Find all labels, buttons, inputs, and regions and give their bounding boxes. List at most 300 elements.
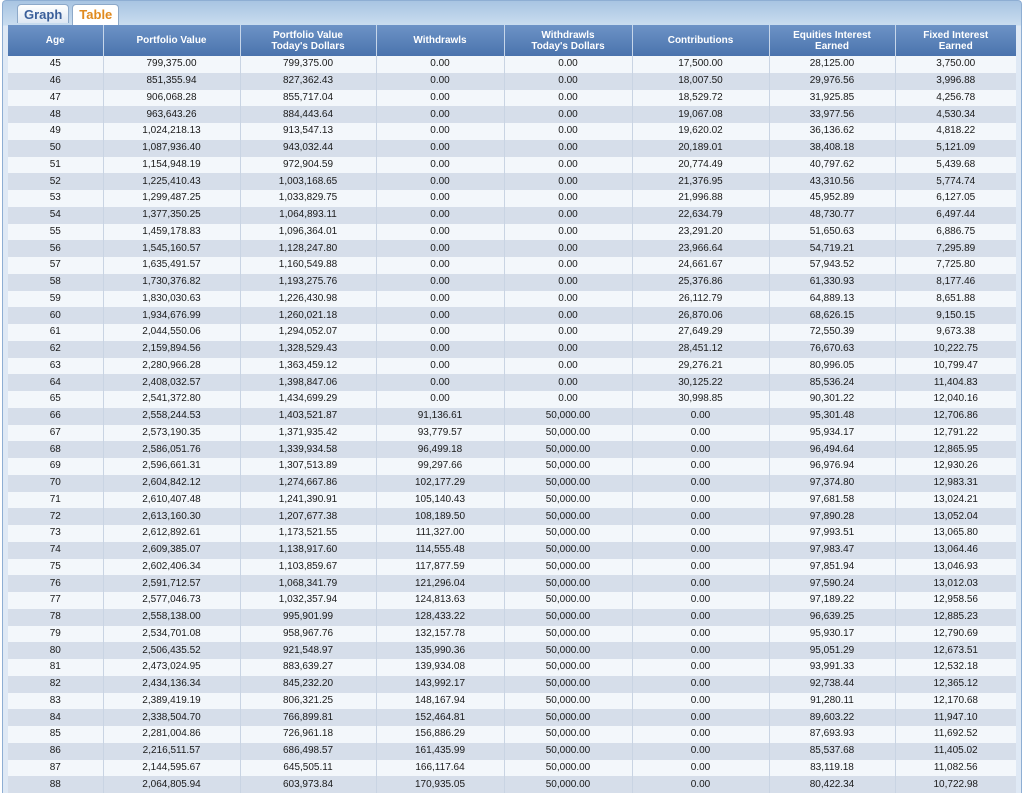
column-header[interactable] — [504, 25, 632, 56]
table-cell: 943,032.44 — [240, 140, 376, 157]
table-cell: 1,299,487.25 — [103, 190, 240, 207]
table-container[interactable] — [8, 25, 1016, 794]
table-cell: 20,774.49 — [632, 157, 769, 174]
table-cell: 50,000.00 — [504, 525, 632, 542]
table-cell: 12,790.69 — [895, 626, 1016, 643]
table-cell: 28,125.00 — [769, 56, 895, 73]
table-cell: 2,577,046.73 — [103, 592, 240, 609]
table-cell: 128,433.22 — [376, 609, 504, 626]
table-cell: 152,464.81 — [376, 709, 504, 726]
table-cell: 0.00 — [632, 609, 769, 626]
table-cell: 0.00 — [504, 341, 632, 358]
table-cell: 97,374.80 — [769, 475, 895, 492]
table-cell: 50,000.00 — [504, 559, 632, 576]
table-cell: 8,177.46 — [895, 274, 1016, 291]
table-cell: 799,375.00 — [103, 56, 240, 73]
table-row — [8, 358, 1016, 375]
table-row — [8, 157, 1016, 174]
table-cell: 105,140.43 — [376, 492, 504, 509]
table-cell: 2,064,805.94 — [103, 776, 240, 793]
table-cell: 1,103,859.67 — [240, 559, 376, 576]
table-cell: 0.00 — [632, 659, 769, 676]
table-cell: 12,170.68 — [895, 693, 1016, 710]
table-cell: 50,000.00 — [504, 492, 632, 509]
table-cell: 26,112.79 — [632, 291, 769, 308]
table-row — [8, 224, 1016, 241]
table-row — [8, 274, 1016, 291]
table-cell: 50,000.00 — [504, 659, 632, 676]
table-cell: 85,536.24 — [769, 374, 895, 391]
table-cell: 5,774.74 — [895, 173, 1016, 190]
table-cell: 883,639.27 — [240, 659, 376, 676]
table-cell: 0.00 — [376, 307, 504, 324]
table-cell: 69 — [8, 458, 103, 475]
table-cell: 0.00 — [504, 291, 632, 308]
table-cell: 85 — [8, 726, 103, 743]
table-row — [8, 257, 1016, 274]
table-cell: 1,068,341.79 — [240, 575, 376, 592]
tab-table[interactable]: Table — [72, 4, 119, 25]
table-row — [8, 776, 1016, 793]
table-cell: 0.00 — [632, 559, 769, 576]
table-cell: 963,643.26 — [103, 106, 240, 123]
table-cell: 2,159,894.56 — [103, 341, 240, 358]
table-cell: 29,976.56 — [769, 73, 895, 90]
table-cell: 0.00 — [504, 190, 632, 207]
table-cell: 21,996.88 — [632, 190, 769, 207]
table-cell: 0.00 — [632, 508, 769, 525]
table-cell: 0.00 — [376, 291, 504, 308]
table-cell: 2,612,892.61 — [103, 525, 240, 542]
table-cell: 2,506,435.52 — [103, 642, 240, 659]
table-row — [8, 441, 1016, 458]
table-cell: 806,321.25 — [240, 693, 376, 710]
table-cell: 4,256.78 — [895, 90, 1016, 107]
table-cell: 83,119.18 — [769, 760, 895, 777]
column-header-label: Portfolio Value — [136, 35, 207, 46]
table-cell: 95,934.17 — [769, 425, 895, 442]
table-cell: 0.00 — [632, 709, 769, 726]
table-row — [8, 73, 1016, 90]
table-row — [8, 341, 1016, 358]
table-cell: 50,000.00 — [504, 709, 632, 726]
table-row — [8, 106, 1016, 123]
table-cell: 31,925.85 — [769, 90, 895, 107]
table-cell: 11,082.56 — [895, 760, 1016, 777]
table-cell: 0.00 — [376, 157, 504, 174]
table-cell: 102,177.29 — [376, 475, 504, 492]
table-cell: 148,167.94 — [376, 693, 504, 710]
panel-frame — [2, 0, 1022, 793]
table-cell: 13,064.46 — [895, 542, 1016, 559]
table-cell: 0.00 — [504, 307, 632, 324]
table-cell: 50,000.00 — [504, 458, 632, 475]
table-cell: 2,602,406.34 — [103, 559, 240, 576]
table-cell: 1,434,699.29 — [240, 391, 376, 408]
table-cell: 0.00 — [376, 123, 504, 140]
table-cell: 1,339,934.58 — [240, 441, 376, 458]
table-cell: 12,930.26 — [895, 458, 1016, 475]
table-cell: 0.00 — [504, 240, 632, 257]
table-cell: 95,301.48 — [769, 408, 895, 425]
table-cell: 0.00 — [376, 224, 504, 241]
table-row — [8, 475, 1016, 492]
table-cell: 76 — [8, 575, 103, 592]
table-cell: 96,499.18 — [376, 441, 504, 458]
table-cell: 2,573,190.35 — [103, 425, 240, 442]
table-cell: 132,157.78 — [376, 626, 504, 643]
table-cell: 913,547.13 — [240, 123, 376, 140]
table-cell: 0.00 — [376, 257, 504, 274]
table-cell: 86 — [8, 743, 103, 760]
table-cell: 12,706.86 — [895, 408, 1016, 425]
column-header[interactable] — [240, 25, 376, 56]
table-cell: 36,136.62 — [769, 123, 895, 140]
table-cell: 1,138,917.60 — [240, 542, 376, 559]
table-cell: 121,296.04 — [376, 575, 504, 592]
table-cell: 62 — [8, 341, 103, 358]
table-cell: 3,996.88 — [895, 73, 1016, 90]
table-cell: 0.00 — [632, 626, 769, 643]
table-cell: 95,930.17 — [769, 626, 895, 643]
table-cell: 0.00 — [504, 358, 632, 375]
table-cell: 855,717.04 — [240, 90, 376, 107]
table-cell: 726,961.18 — [240, 726, 376, 743]
table-cell: 2,534,701.08 — [103, 626, 240, 643]
table-cell: 87 — [8, 760, 103, 777]
table-cell: 170,935.05 — [376, 776, 504, 793]
table-cell: 20,189.01 — [632, 140, 769, 157]
table-cell: 50,000.00 — [504, 425, 632, 442]
table-cell: 87,693.93 — [769, 726, 895, 743]
table-cell: 33,977.56 — [769, 106, 895, 123]
table-cell: 13,046.93 — [895, 559, 1016, 576]
table-cell: 56 — [8, 240, 103, 257]
table-row — [8, 559, 1016, 576]
table-cell: 7,725.80 — [895, 257, 1016, 274]
table-cell: 0.00 — [632, 760, 769, 777]
table-cell: 0.00 — [632, 425, 769, 442]
table-cell: 43,310.56 — [769, 173, 895, 190]
table-cell: 0.00 — [504, 106, 632, 123]
table-cell: 97,590.24 — [769, 575, 895, 592]
table-cell: 0.00 — [376, 274, 504, 291]
table-cell: 135,990.36 — [376, 642, 504, 659]
table-cell: 54 — [8, 207, 103, 224]
table-cell: 0.00 — [632, 408, 769, 425]
table-cell: 50,000.00 — [504, 609, 632, 626]
table-cell: 1,003,168.65 — [240, 173, 376, 190]
table-cell: 13,052.04 — [895, 508, 1016, 525]
table-cell: 906,068.28 — [103, 90, 240, 107]
table-cell: 50,000.00 — [504, 475, 632, 492]
table-cell: 50,000.00 — [504, 441, 632, 458]
table-cell: 6,497.44 — [895, 207, 1016, 224]
table-cell: 93,779.57 — [376, 425, 504, 442]
table-cell: 12,532.18 — [895, 659, 1016, 676]
table-row — [8, 592, 1016, 609]
table-row — [8, 693, 1016, 710]
table-cell: 65 — [8, 391, 103, 408]
table-cell: 1,226,430.98 — [240, 291, 376, 308]
table-cell: 77 — [8, 592, 103, 609]
table-cell: 2,281,004.86 — [103, 726, 240, 743]
table-cell: 10,799.47 — [895, 358, 1016, 375]
column-header[interactable] — [769, 25, 895, 56]
table-cell: 11,692.52 — [895, 726, 1016, 743]
table-cell: 2,558,138.00 — [103, 609, 240, 626]
table-cell: 72 — [8, 508, 103, 525]
table-cell: 2,604,842.12 — [103, 475, 240, 492]
column-header-label: Equities Interest — [793, 29, 871, 41]
table-cell: 1,207,677.38 — [240, 508, 376, 525]
table-cell: 143,992.17 — [376, 676, 504, 693]
table-cell: 92,738.44 — [769, 676, 895, 693]
table-cell: 23,291.20 — [632, 224, 769, 241]
column-header[interactable] — [632, 25, 769, 56]
table-cell: 97,681.58 — [769, 492, 895, 509]
table-cell: 0.00 — [632, 575, 769, 592]
table-cell: 0.00 — [376, 140, 504, 157]
table-cell: 0.00 — [632, 458, 769, 475]
table-cell: 78 — [8, 609, 103, 626]
table-cell: 12,885.23 — [895, 609, 1016, 626]
table-cell: 21,376.95 — [632, 173, 769, 190]
table-cell: 0.00 — [504, 173, 632, 190]
table-cell: 1,274,667.86 — [240, 475, 376, 492]
column-header[interactable] — [103, 25, 240, 56]
table-cell: 50 — [8, 140, 103, 157]
table-cell: 96,639.25 — [769, 609, 895, 626]
table-cell: 84 — [8, 709, 103, 726]
table-row — [8, 240, 1016, 257]
table-cell: 0.00 — [376, 341, 504, 358]
table-cell: 5,121.09 — [895, 140, 1016, 157]
table-cell: 1,160,549.88 — [240, 257, 376, 274]
table-cell: 799,375.00 — [240, 56, 376, 73]
column-header-label: Contributions — [667, 35, 734, 46]
column-header-label: Today's Dollars — [531, 40, 605, 52]
table-row — [8, 760, 1016, 777]
table-cell: 50,000.00 — [504, 542, 632, 559]
table-cell: 1,294,052.07 — [240, 324, 376, 341]
table-cell: 97,993.51 — [769, 525, 895, 542]
table-cell: 50,000.00 — [504, 408, 632, 425]
table-cell: 1,033,829.75 — [240, 190, 376, 207]
table-cell: 38,408.18 — [769, 140, 895, 157]
table-cell: 2,216,511.57 — [103, 743, 240, 760]
table-cell: 921,548.97 — [240, 642, 376, 659]
table-cell: 47 — [8, 90, 103, 107]
table-cell: 50,000.00 — [504, 760, 632, 777]
table-cell: 0.00 — [504, 90, 632, 107]
column-header-label: Today's Dollars — [271, 40, 345, 52]
table-cell: 80,996.05 — [769, 358, 895, 375]
column-header[interactable] — [895, 25, 1016, 56]
table-cell: 50,000.00 — [504, 575, 632, 592]
column-header[interactable] — [376, 25, 504, 56]
table-cell: 48 — [8, 106, 103, 123]
table-cell: 0.00 — [504, 324, 632, 341]
table-row — [8, 425, 1016, 442]
table-cell: 845,232.20 — [240, 676, 376, 693]
table-cell: 0.00 — [504, 207, 632, 224]
table-cell: 0.00 — [376, 374, 504, 391]
table-cell: 95,051.29 — [769, 642, 895, 659]
table-cell: 0.00 — [376, 240, 504, 257]
table-cell: 1,173,521.55 — [240, 525, 376, 542]
table-cell: 0.00 — [376, 90, 504, 107]
table-cell: 30,125.22 — [632, 374, 769, 391]
table-cell: 603,973.84 — [240, 776, 376, 793]
table-cell: 17,500.00 — [632, 56, 769, 73]
table-cell: 2,408,032.57 — [103, 374, 240, 391]
table-cell: 2,586,051.76 — [103, 441, 240, 458]
table-cell: 66 — [8, 408, 103, 425]
table-cell: 1,371,935.42 — [240, 425, 376, 442]
table-cell: 2,596,661.31 — [103, 458, 240, 475]
table-cell: 958,967.76 — [240, 626, 376, 643]
table-cell: 1,193,275.76 — [240, 274, 376, 291]
table-cell: 6,886.75 — [895, 224, 1016, 241]
table-row — [8, 743, 1016, 760]
table-cell: 0.00 — [632, 441, 769, 458]
column-header-label: Withdrawls — [541, 29, 595, 41]
table-cell: 25,376.86 — [632, 274, 769, 291]
table-cell: 97,851.94 — [769, 559, 895, 576]
table-row — [8, 676, 1016, 693]
table-cell: 13,024.21 — [895, 492, 1016, 509]
table-cell: 851,355.94 — [103, 73, 240, 90]
table-cell: 9,150.15 — [895, 307, 1016, 324]
table-cell: 1,032,357.94 — [240, 592, 376, 609]
table-cell: 26,870.06 — [632, 307, 769, 324]
table-cell: 108,189.50 — [376, 508, 504, 525]
table-cell: 80,422.34 — [769, 776, 895, 793]
table-cell: 79 — [8, 626, 103, 643]
table-cell: 72,550.39 — [769, 324, 895, 341]
table-cell: 0.00 — [632, 776, 769, 793]
table-cell: 52 — [8, 173, 103, 190]
table-cell: 4,818.22 — [895, 123, 1016, 140]
table-cell: 45,952.89 — [769, 190, 895, 207]
table-cell: 10,722.98 — [895, 776, 1016, 793]
table-cell: 55 — [8, 224, 103, 241]
table-cell: 1,398,847.06 — [240, 374, 376, 391]
table-cell: 71 — [8, 492, 103, 509]
table-cell: 0.00 — [504, 157, 632, 174]
table-cell: 1,934,676.99 — [103, 307, 240, 324]
table-cell: 114,555.48 — [376, 542, 504, 559]
table-cell: 1,307,513.89 — [240, 458, 376, 475]
table-cell: 2,610,407.48 — [103, 492, 240, 509]
table-cell: 111,327.00 — [376, 525, 504, 542]
table-cell: 0.00 — [504, 391, 632, 408]
table-cell: 12,673.51 — [895, 642, 1016, 659]
table-cell: 2,280,966.28 — [103, 358, 240, 375]
table-cell: 50,000.00 — [504, 693, 632, 710]
table-cell: 80 — [8, 642, 103, 659]
table-cell: 12,791.22 — [895, 425, 1016, 442]
table-cell: 766,899.81 — [240, 709, 376, 726]
table-cell: 97,890.28 — [769, 508, 895, 525]
table-cell: 3,750.00 — [895, 56, 1016, 73]
table-cell: 1,363,459.12 — [240, 358, 376, 375]
table-cell: 1,241,390.91 — [240, 492, 376, 509]
table-row — [8, 525, 1016, 542]
table-cell: 0.00 — [632, 592, 769, 609]
table-cell: 61,330.93 — [769, 274, 895, 291]
table-cell: 76,670.63 — [769, 341, 895, 358]
column-header-label: Earned — [938, 40, 973, 52]
table-cell: 93,991.33 — [769, 659, 895, 676]
table-cell: 50,000.00 — [504, 626, 632, 643]
table-row — [8, 207, 1016, 224]
table-cell: 1,328,529.43 — [240, 341, 376, 358]
table-cell: 2,558,244.53 — [103, 408, 240, 425]
table-cell: 58 — [8, 274, 103, 291]
table-cell: 96,976.94 — [769, 458, 895, 475]
table-cell: 97,983.47 — [769, 542, 895, 559]
column-header-label: Fixed Interest — [923, 29, 989, 41]
table-cell: 57 — [8, 257, 103, 274]
table-cell: 0.00 — [376, 56, 504, 73]
table-cell: 22,634.79 — [632, 207, 769, 224]
table-cell: 45 — [8, 56, 103, 73]
tab-graph[interactable]: Graph — [17, 4, 69, 23]
table-header-row — [8, 25, 1016, 56]
table-cell: 68 — [8, 441, 103, 458]
table-cell: 64 — [8, 374, 103, 391]
table-cell: 1,730,376.82 — [103, 274, 240, 291]
table-cell: 1,635,491.57 — [103, 257, 240, 274]
table-row — [8, 575, 1016, 592]
table-row — [8, 90, 1016, 107]
table-cell: 0.00 — [504, 274, 632, 291]
table-cell: 91,280.11 — [769, 693, 895, 710]
table-cell: 96,494.64 — [769, 441, 895, 458]
table-cell: 13,065.80 — [895, 525, 1016, 542]
table-cell: 9,673.38 — [895, 324, 1016, 341]
table-cell: 1,459,178.83 — [103, 224, 240, 241]
table-cell: 1,024,218.13 — [103, 123, 240, 140]
table-row — [8, 391, 1016, 408]
column-header[interactable] — [8, 25, 103, 56]
table-cell: 70 — [8, 475, 103, 492]
table-cell: 0.00 — [504, 140, 632, 157]
table-cell: 48,730.77 — [769, 207, 895, 224]
table-row — [8, 659, 1016, 676]
table-cell: 1,064,893.11 — [240, 207, 376, 224]
table-cell: 12,040.16 — [895, 391, 1016, 408]
table-cell: 884,443.64 — [240, 106, 376, 123]
table-cell: 27,649.29 — [632, 324, 769, 341]
table-cell: 74 — [8, 542, 103, 559]
table-cell: 117,877.59 — [376, 559, 504, 576]
table-cell: 18,529.72 — [632, 90, 769, 107]
table-cell: 0.00 — [504, 73, 632, 90]
table-cell: 50,000.00 — [504, 508, 632, 525]
table-cell: 82 — [8, 676, 103, 693]
table-cell: 1,260,021.18 — [240, 307, 376, 324]
table-cell: 30,998.85 — [632, 391, 769, 408]
table-cell: 12,958.56 — [895, 592, 1016, 609]
table-cell: 2,541,372.80 — [103, 391, 240, 408]
table-cell: 85,537.68 — [769, 743, 895, 760]
table-cell: 23,966.64 — [632, 240, 769, 257]
table-cell: 2,609,385.07 — [103, 542, 240, 559]
tab-bar — [17, 4, 119, 25]
